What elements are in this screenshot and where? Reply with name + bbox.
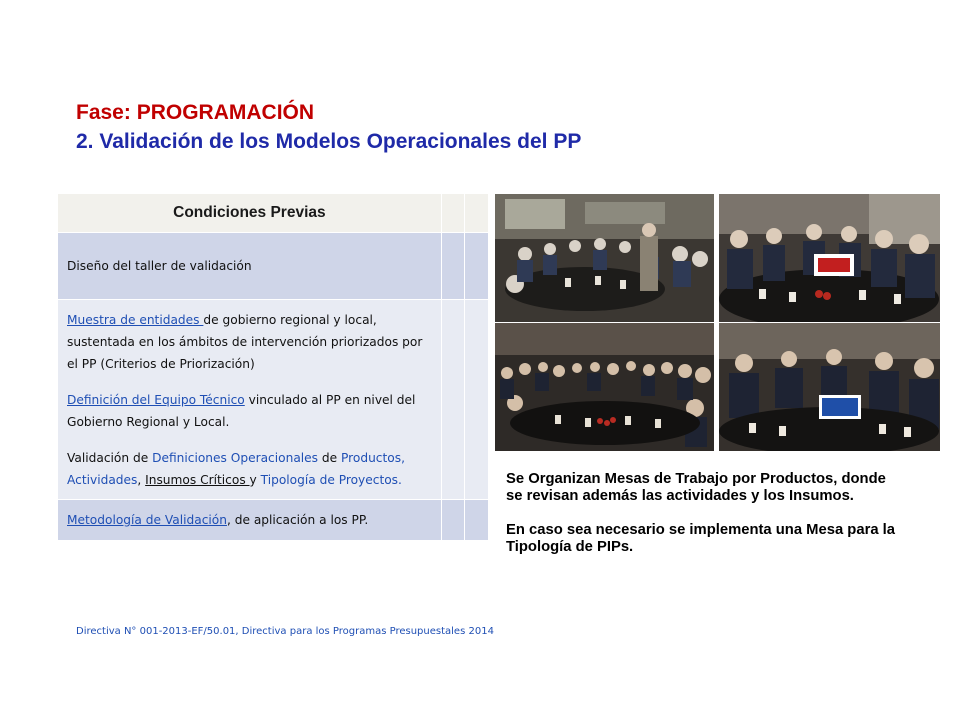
workshop-note	[506, 471, 906, 556]
row-design-text: Diseño del taller de validación	[67, 259, 252, 273]
sample-link[interactable]: Muestra de entidades	[67, 312, 204, 327]
directive-reference: Directiva N° 001-2013-EF/50.01, Directiva para los Programas Presupuestales 2014	[76, 626, 494, 637]
phase-label: Fase:	[76, 101, 131, 124]
methodology-link[interactable]: Metodología de Validación	[67, 513, 227, 527]
table-row	[58, 233, 489, 300]
workshop-photo-4	[719, 323, 940, 451]
phase-value: PROGRAMACIÓN	[136, 101, 315, 124]
slide-subtitle: 2. Validación de los Modelos Operacionales del PP	[76, 130, 582, 153]
workshop-photo-3	[495, 323, 714, 451]
critical-inputs-link[interactable]: Insumos Críticos	[145, 472, 250, 487]
team-link[interactable]: Definición del Equipo Técnico	[67, 392, 245, 407]
workshop-photo-2	[719, 194, 940, 322]
table-header: Condiciones Previas	[58, 194, 442, 233]
phase-line	[76, 98, 581, 127]
conditions-table	[57, 193, 489, 541]
table-header-row	[58, 194, 489, 233]
row-methodology: Metodología de Validación, de aplicación a los PP.	[67, 513, 369, 527]
validation-paragraph: Validación de Definiciones Operacionales de Productos, Actividades, Insumos Críticos y Tipología de Proyectos.	[67, 450, 405, 487]
note-paragraph-2: En caso sea necesario se implementa una Mesa para la Tipología de PIPs.	[506, 522, 896, 555]
workshop-photo-1	[495, 194, 714, 322]
note-paragraph-1: Se Organizan Mesas de Trabajo por Productos, donde se revisan además las actividades y los Insumos.	[506, 471, 886, 504]
slide-title	[76, 98, 581, 156]
table-row	[58, 300, 489, 500]
row-sample-cell	[59, 309, 440, 491]
table-row	[58, 500, 489, 541]
sample-paragraph: Muestra de entidades de gobierno regional y local, sustentada en los ámbitos de intervención priorizados por el PP (Criterios de Priorización)	[67, 312, 423, 371]
team-paragraph: Definición del Equipo Técnico vinculado al PP en nivel del Gobierno Regional y Local.	[67, 392, 416, 429]
